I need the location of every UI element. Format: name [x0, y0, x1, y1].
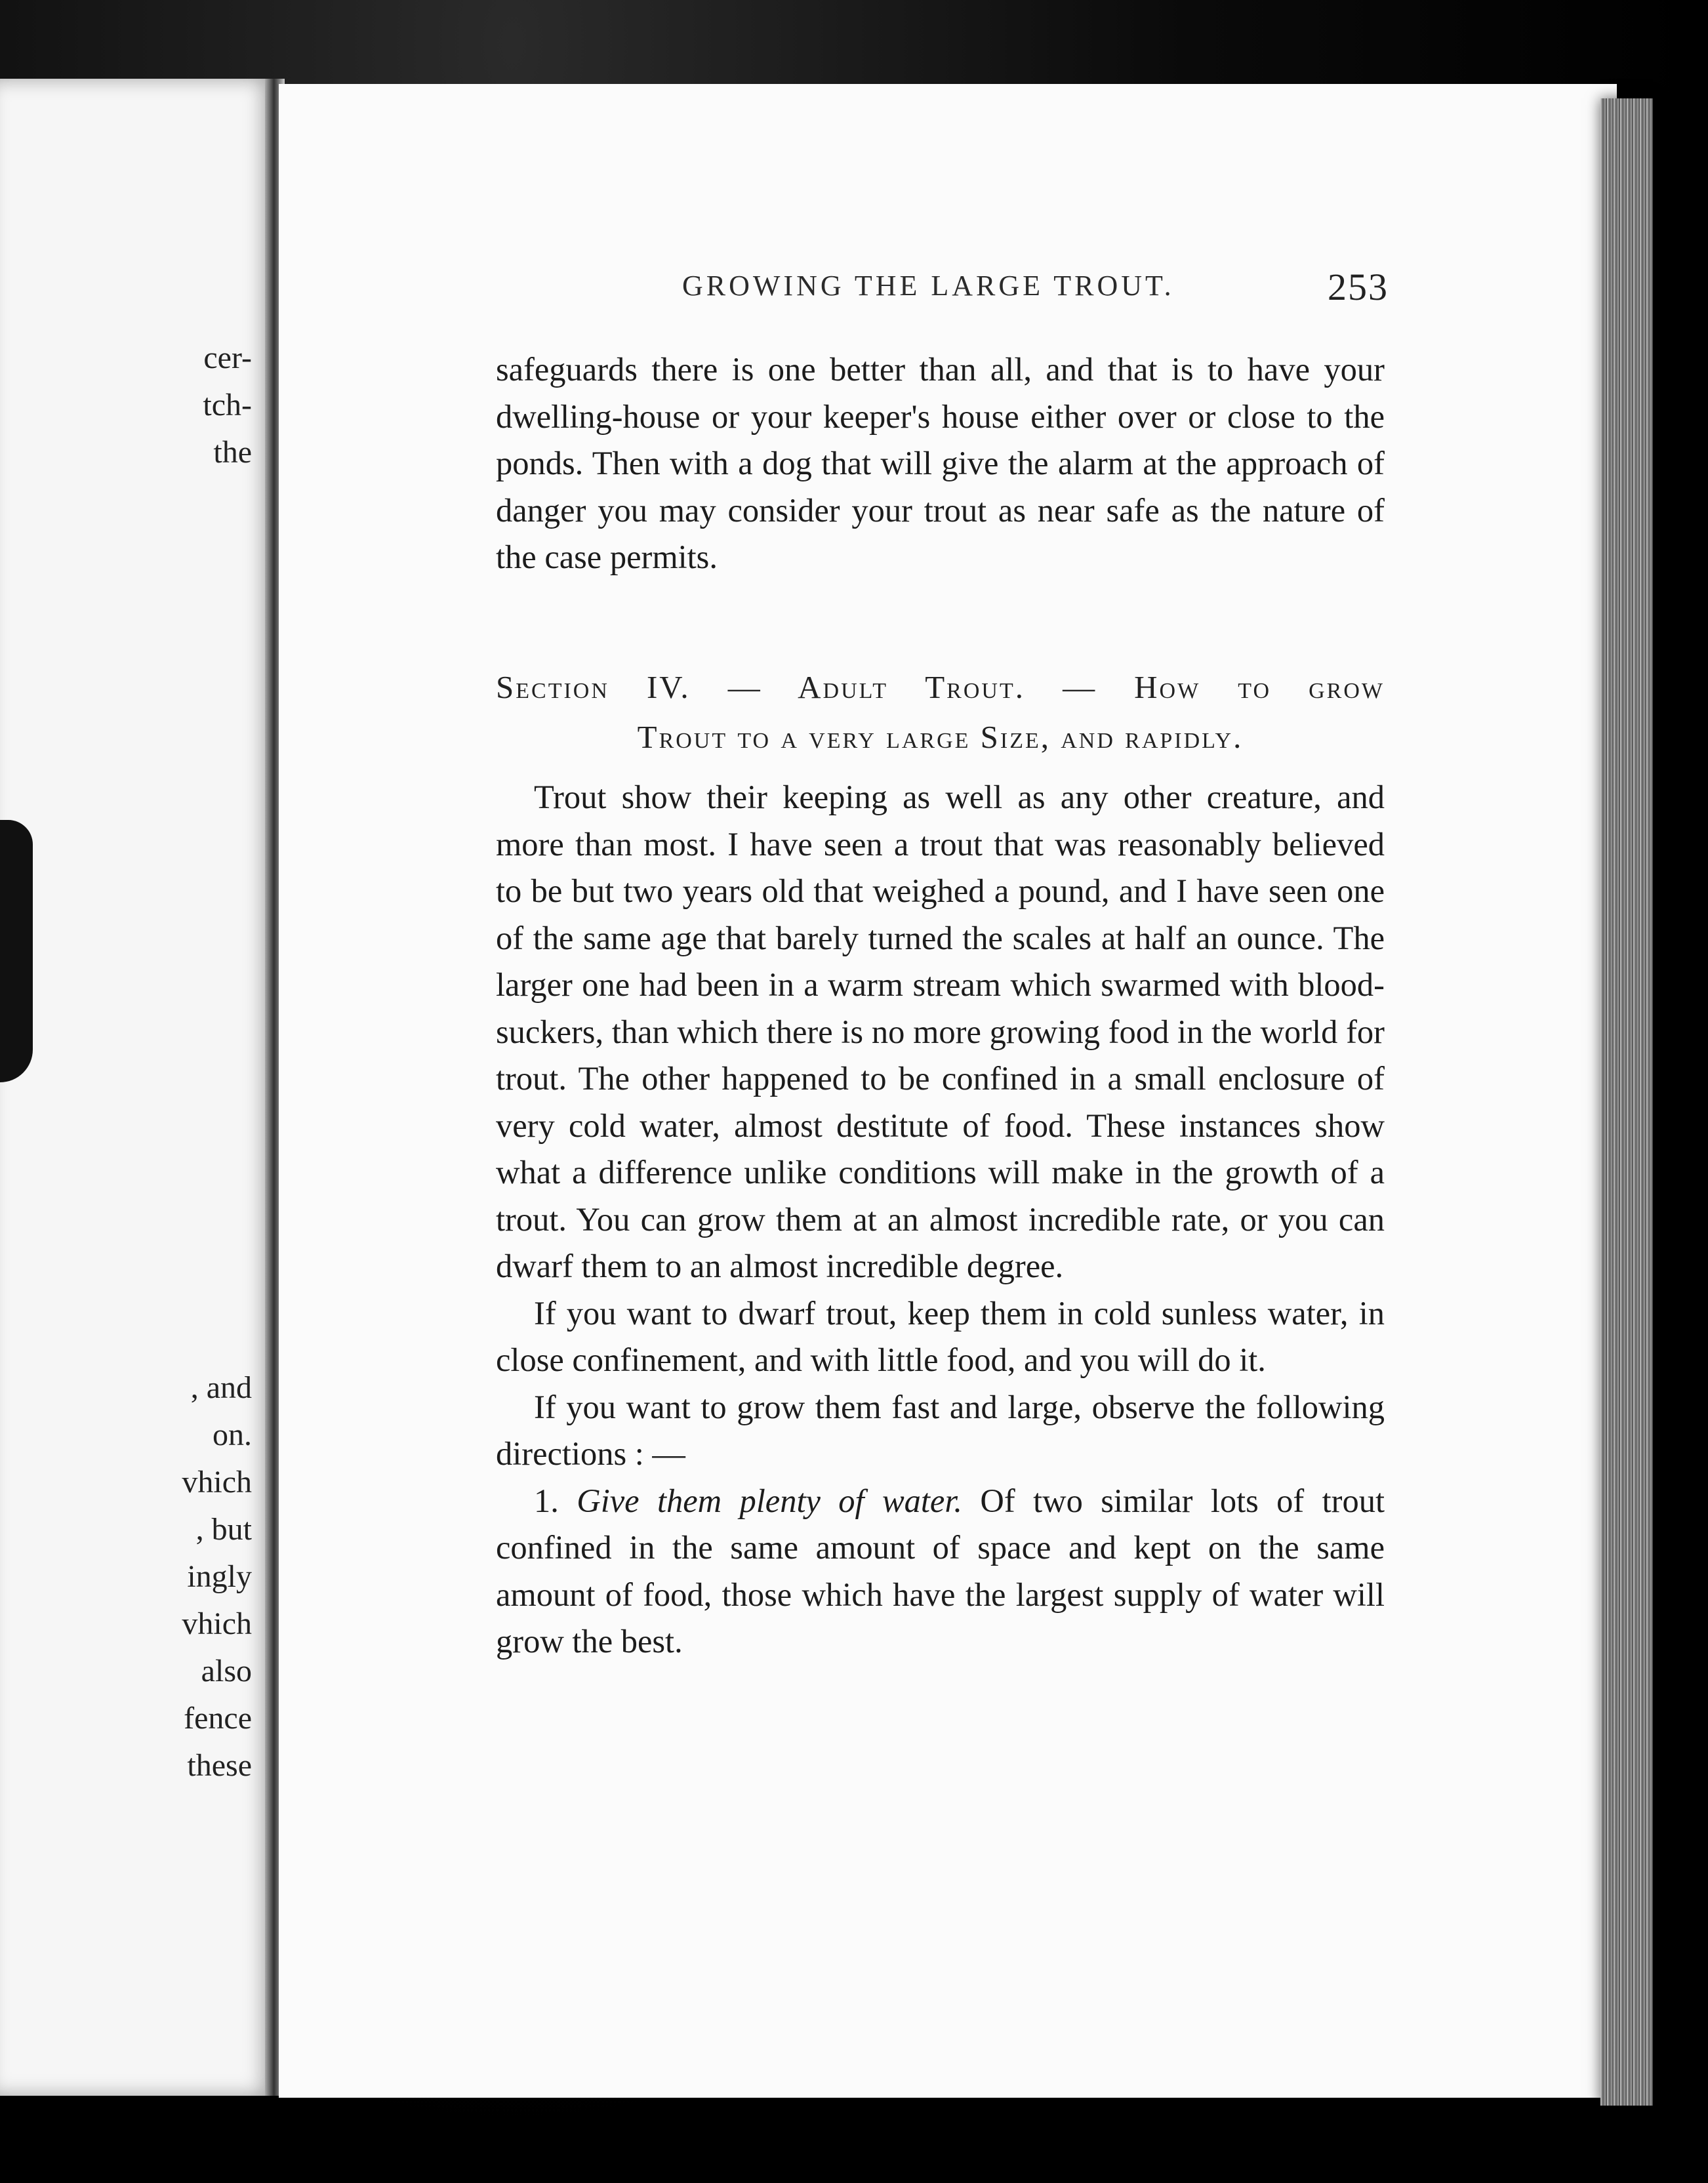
left-fragment: fence — [184, 1701, 252, 1736]
left-facing-page — [0, 79, 275, 2096]
left-fragment: also — [201, 1654, 252, 1688]
left-fragment: ingly — [187, 1559, 252, 1594]
left-fragment: these — [187, 1748, 252, 1783]
left-fragment: cer- — [203, 340, 252, 375]
section-heading-line-1: Section IV. — Adult Trout. — How to grow — [496, 669, 1385, 705]
paragraph-2: Trout show their keeping as well as any other creature, and more than most. I have seen a trout that was reasonably believed to be but two years old that weighed a pound, and I have seen one of the same age that barely turned the scales at half an ounce. The larger one had been in a warm stream which swarmed with blood-suckers, than which there is no more growing food in the world for trout. The other happened to be confined in a small enclosure of very cold water, almost destitute of food. These instances show what a difference unlike conditions will make in the growth of a trout. You can grow them at an almost incredible rate, or you can dwarf them to an almost incredible degree. — [496, 779, 1385, 1284]
list-item-1 — [496, 1478, 1385, 1665]
left-fragment: vhich — [182, 1465, 252, 1500]
page-number: 253 — [1328, 266, 1389, 308]
left-fragment: the — [213, 435, 252, 470]
left-fragment: on. — [213, 1418, 252, 1452]
left-illustration-fragment — [0, 820, 33, 1082]
running-head: GROWING THE LARGE TROUT. — [682, 270, 1175, 302]
left-fragment: , but — [195, 1512, 252, 1547]
body-column — [496, 774, 1385, 1665]
left-fragment: tch- — [203, 388, 252, 422]
left-fragment: , and — [190, 1370, 252, 1405]
paragraph-1-text: safeguards there is one better than all, and that is to have your dwelling-house or your keeper's house either over or close to the ponds. Then with a dog that will give the alarm at the approach of danger you may consider your trout as near safe as the nature of the case permits. — [496, 351, 1385, 575]
section-heading-line-2: Trout to a very large Size, and rapidly. — [637, 719, 1244, 755]
paragraph-3: If you want to dwarf trout, keep them in cold sunless water, in close confinement, and with little food, and you will do it. — [496, 1294, 1385, 1378]
paragraph-4: If you want to grow them fast and large, observe the following directions : — — [496, 1388, 1385, 1472]
section-heading — [496, 663, 1385, 762]
left-fragment: vhich — [182, 1606, 252, 1641]
list-item-1-text: Of two similar lots of trout confined in the same amount of space and kept on the same amount of food, those which have the largest supply of water will grow the best. — [496, 1482, 1385, 1660]
list-item-1-title: Give them plenty of water. — [577, 1482, 963, 1519]
paragraph-1 — [496, 346, 1385, 581]
list-item-1-number: 1. — [534, 1482, 559, 1519]
page-edges — [1600, 98, 1653, 2106]
